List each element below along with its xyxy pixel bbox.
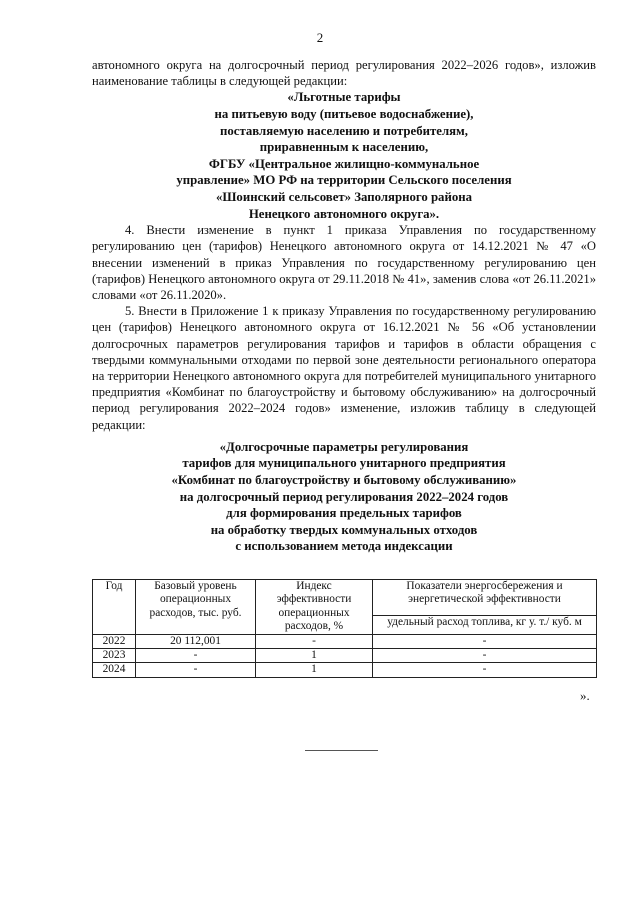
cell-index: 1	[256, 663, 373, 677]
table-header-row	[93, 580, 597, 616]
title-line: управление» МО РФ на территории Сельского поселения	[176, 173, 512, 188]
title-line: Ненецкого автономного округа».	[248, 206, 440, 221]
title-line: на обработку твердых коммунальных отходов	[210, 522, 478, 537]
header-energy: Показатели энергосбережения и энергетической эффективности	[373, 580, 597, 616]
title-line: на долгосрочный период регулирования 2022–2024 годов	[179, 489, 509, 504]
title-line: «Шоинский сельсовет» Заполярного района	[215, 189, 473, 204]
paragraph-5: 5. Внести в Приложение 1 к приказу Управления по государственному регулированию цен (тарифов) Ненецкого автономного округа от 16.12.2021 № 56 «Об установлении долгосрочных параметров регулирования тарифов и тарифов в области обращения с твердыми коммунальными отходами по первой зоне деятельности регионального оператора на территории Ненецкого автономного округа для потребителей муниципального унитарного предприятия «Комбинат по благоустройству и бытовому обслуживанию» на долгосрочный период регулирования 2022–2024 годов» изменение, изложив таблицу в следующей редакции:	[92, 304, 596, 432]
cell-fuel: -	[373, 634, 597, 648]
parameters-table	[92, 579, 597, 678]
parameters-title	[92, 439, 596, 555]
cell-base: -	[136, 649, 256, 663]
header-year: Год	[93, 580, 136, 635]
cell-fuel: -	[373, 649, 597, 663]
title-line: ФГБУ «Центральное жилищно-коммунальное	[208, 156, 480, 171]
title-line: поставляемую населению и потребителям,	[220, 123, 468, 138]
table-row	[93, 649, 597, 663]
header-base-level: Базовый уровень операционных расходов, тыс. руб.	[136, 580, 256, 635]
cell-year: 2022	[93, 634, 136, 648]
title-line: на питьевую воду (питьевое водоснабжение),	[214, 107, 474, 121]
separator-line	[305, 750, 378, 751]
table-row	[93, 663, 597, 677]
header-efficiency-index: Индекс эффективности операционных расходов, %	[256, 580, 373, 635]
table-row	[93, 634, 597, 648]
cell-year: 2023	[93, 649, 136, 663]
cell-year: 2024	[93, 663, 136, 677]
page-number: 2	[316, 30, 324, 45]
cell-base: 20 112,001	[136, 634, 256, 648]
cell-fuel: -	[373, 663, 597, 677]
title-line: «Долгосрочные параметры регулирования	[219, 439, 469, 454]
paragraph-4: 4. Внести изменение в пункт 1 приказа Управления по государственному регулированию цен (тарифов) Ненецкого автономного округа от 14.12.2021 № 47 «О внесении изменений в приказ Управления по государственному регулированию цен (тарифов) Ненецкого автономного округа от 29.11.2018 № 41», заменив слова «от 26.11.2021» словами «от 26.11.2020».	[92, 223, 596, 302]
cell-index: -	[256, 634, 373, 648]
intro-paragraph: автономного округа на долгосрочный период регулирования 2022–2026 годов», изложив наименование таблицы в следующей редакции:	[92, 58, 596, 89]
cell-index: 1	[256, 649, 373, 663]
document-body	[92, 57, 596, 555]
closing-quote: ».	[580, 688, 590, 703]
title-line: приравненным к населению,	[259, 140, 429, 155]
title-line: «Льготные тарифы	[287, 90, 401, 105]
header-fuel: удельный расход топлива, кг у. т./ куб. м	[373, 615, 597, 634]
tariff-title	[92, 89, 596, 222]
title-line: «Комбинат по благоустройству и бытовому обслуживанию»	[171, 472, 517, 487]
title-line: для формирования предельных тарифов	[226, 506, 462, 521]
title-line: с использованием метода индексации	[235, 539, 453, 554]
cell-base: -	[136, 663, 256, 677]
title-line: тарифов для муниципального унитарного предприятия	[182, 456, 506, 471]
